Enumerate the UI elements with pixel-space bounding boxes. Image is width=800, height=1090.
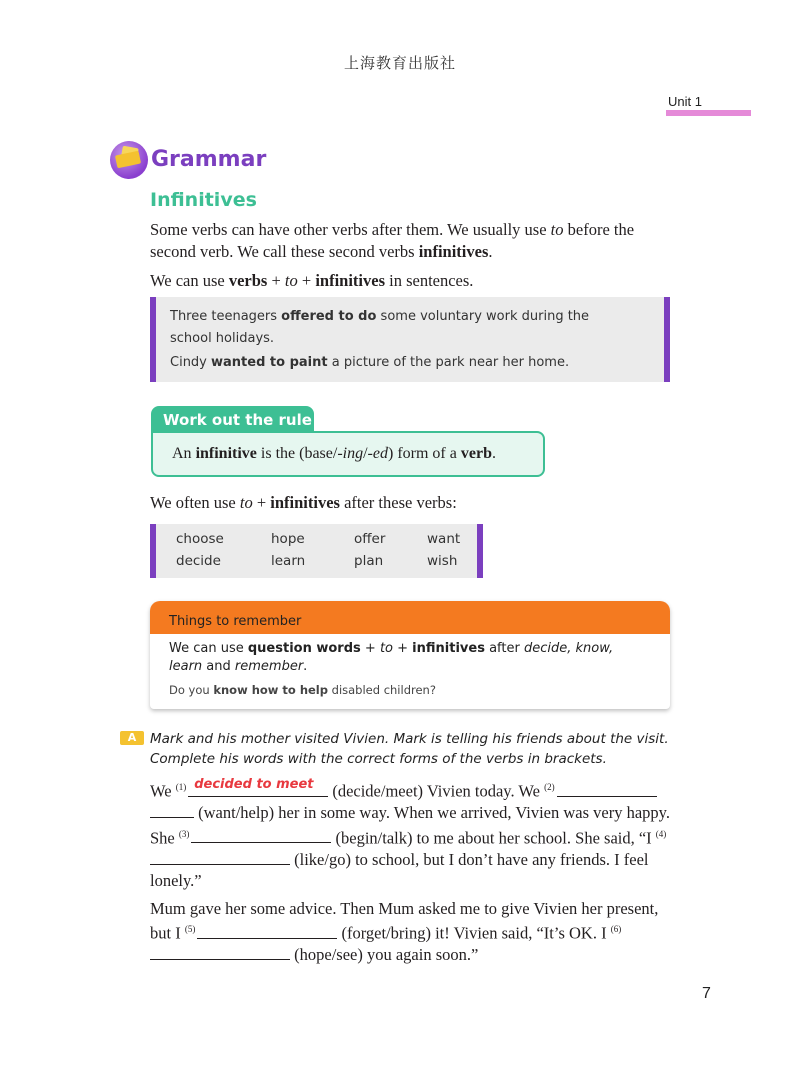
verb-list-box — [150, 524, 483, 578]
answer-blank-2-cont[interactable] — [150, 802, 194, 818]
verb-item: plan — [354, 553, 384, 569]
remember-rule: We can use question words + to + infinitives after decide, know, learn and remember. — [169, 641, 614, 674]
remember-title: Things to remember — [169, 614, 302, 629]
verb-item: hope — [271, 531, 305, 547]
answer-blank-1[interactable] — [188, 777, 328, 797]
remember-example: Do you know how to help disabled children? — [169, 683, 436, 697]
answer-blank-3[interactable] — [191, 827, 331, 843]
publisher-header: 上海教育出版社 — [343, 54, 456, 72]
grammar-badge-icon — [110, 141, 148, 179]
intro-paragraph: Some verbs can have other verbs after them. We usually use to before the second verb. We call these second verbs infinitives. — [150, 220, 635, 261]
verb-item: want — [427, 531, 461, 547]
unit-label: Unit 1 — [668, 94, 702, 109]
rule-box — [151, 431, 545, 477]
answer-blank-2[interactable] — [557, 781, 657, 797]
verb-item: offer — [354, 531, 386, 547]
answer-blank-6[interactable] — [150, 944, 290, 960]
page-number: 7 — [702, 985, 711, 1002]
verb-item: decide — [176, 553, 221, 569]
exercise-a-label: A — [120, 731, 144, 745]
exercise-instruction: Mark and his mother visited Vivien. Mark is telling his friends about the visit. Complete his words with the correct forms of the verbs in brackets. — [150, 731, 669, 767]
topic-title: Infinitives — [150, 189, 257, 211]
filled-answer: decided to meet — [194, 777, 314, 792]
unit-underline-bar — [666, 110, 751, 116]
verbs-intro: We often use to + infinitives after these verbs: — [150, 493, 457, 512]
verb-item: wish — [427, 553, 458, 569]
rule-tab: Work out the rule — [151, 406, 314, 434]
usage-line: We can use verbs + to + infinitives in sentences. — [150, 271, 474, 290]
verb-item: learn — [271, 553, 306, 569]
verb-item: choose — [176, 531, 224, 547]
answer-blank-5[interactable] — [197, 923, 337, 939]
examples-box — [150, 297, 670, 382]
example-sentence: Three teenagers offered to do some voluntary work during the school holidays. — [170, 309, 590, 346]
exercise-passage: We $^{(1)}$ decided to meet (decide/meet) Vivien today. We $^{(2)}$ (want/help) her in some way. When we arrived, Vivien was very happy. She $^{(3)}$ (begin/talk) to me about her school. She said, “I $^{(4)}$ (like/go) to school, but I don’t have any friends. I feel lonely.” Mum gave her some advice. Then Mum asked me to give Vivien her present, but I $^{(5)}$ (forget/bring) it! Vivien said, “It’s OK. I $^{(6)}$ (hope/see) you again soon.” — [150, 777, 675, 966]
things-to-remember-box — [150, 601, 670, 709]
section-heading: Grammar — [151, 147, 267, 172]
example-sentence: Cindy wanted to paint a picture of the park near her home. — [170, 355, 570, 370]
rule-text: An infinitive is the (base/-ing/-ed) form of a verb. — [172, 445, 496, 462]
answer-blank-4[interactable] — [150, 849, 290, 865]
